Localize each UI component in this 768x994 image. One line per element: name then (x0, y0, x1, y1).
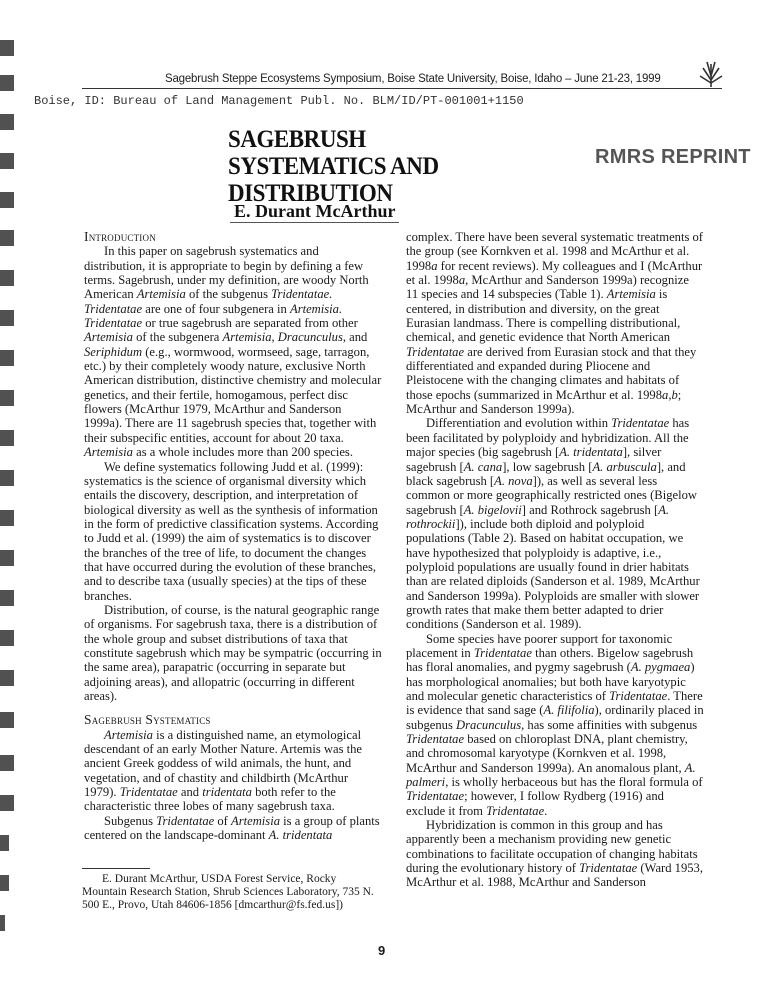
footnote-rule (82, 868, 150, 869)
text-run: ; McArthur and Sanderson 1999a). (406, 387, 682, 417)
italic-term: A. tridentata (559, 445, 623, 460)
text-run: ]), include both diploid and polyploid populations (Table 2). Based on habitat occupation, we have hypothesized that polyploidy is adaptive, i.e., polyploid populations are usually found in drier habitats than are related diploids (Sanderson et al. 1989, McArthur and Sanderson 1999a). Polyploids are smaller with slower growth rates that make them better adapted to drier conditions (Sanderson et al. 1989). (406, 516, 700, 632)
italic-term: Tridentatae (579, 861, 638, 876)
italic-term: Tridentatae (156, 813, 215, 828)
italic-term: Artemisia. (290, 301, 343, 316)
text-run: , has some affinities with subgenus (521, 717, 698, 732)
text-run: ), ordinarily placed in subgenus (406, 703, 704, 732)
italic-term: Tridentatae (406, 344, 465, 359)
italic-term: A. filifolia (543, 703, 595, 718)
text-run: . (544, 803, 548, 818)
paragraph (406, 632, 704, 818)
text-run: ; however, I follow Rydberg (1916) and exclude it from (406, 789, 664, 818)
scan-mark (0, 630, 14, 646)
italic-term: Tridentatae (406, 732, 465, 747)
scan-mark (0, 230, 14, 246)
paragraph (406, 818, 704, 890)
italic-term: A. cana (463, 459, 503, 474)
italic-term: A. arbuscula (592, 459, 657, 474)
italic-term: Seriphidum (84, 344, 143, 359)
scan-mark (0, 470, 14, 486)
italic-term: A. palmeri (406, 760, 696, 790)
italic-term: Tridentatae (84, 316, 143, 331)
italic-term: Artemisia (104, 727, 153, 742)
symposium-header: Sagebrush Steppe Ecosystems Symposium, Boise State University, Boise, Idaho – June 21-23, 1999 (165, 73, 661, 85)
scan-mark (0, 390, 14, 406)
paragraph (406, 230, 704, 416)
text-run: Differentiation and evolution within (426, 416, 612, 431)
text-run: are one of four subgenera in (142, 301, 290, 316)
scan-mark (0, 430, 14, 446)
text-run: has been facilitated by polyploidy and hybridization. All the major species (big sagebrush [ (406, 416, 690, 460)
section-heading-introduction: Introduction (84, 229, 156, 244)
scan-mark (0, 510, 14, 526)
text-run: is a group of plants centered on the landscape-dominant (84, 813, 380, 843)
text-run: , is wholly herbaceous but has the floral formula of (445, 775, 703, 790)
text-run: ) has morphological anomalies; but both have karyotypic and molecular genetic characteristics of (406, 660, 695, 703)
right-column (406, 230, 704, 890)
paragraph (84, 460, 382, 603)
italic-term: A. nova (494, 473, 533, 488)
text-run: are derived from Eurasian stock and that they differentiated and expanded during Pliocene and Pleistocene with the changing climates and habitats of those epochs (summarized in McArthur et al. 1998 (406, 344, 697, 402)
italic-term: Artemisia (231, 813, 280, 828)
italic-term: Artemisia (606, 287, 656, 302)
text-run: both refer to the characteristic three lobes of many sagebrush taxa. (84, 785, 336, 814)
text-run: ] and Rothrock sagebrush [ (521, 502, 659, 517)
scan-mark (0, 550, 14, 566)
scan-mark (0, 270, 14, 286)
text-run: of (214, 813, 232, 828)
italic-term: A. pygmaea (630, 660, 691, 675)
paragraph (84, 814, 382, 843)
text-run: Distribution, of course, is the natural geographic range of organisms. For sagebrush taxa, there is a distribution of the whole group and subset distributions of taxa that constitute sagebrush which may be sympatric (occurring in the same area), parapatric (occurring in separate but adjoining areas), and allopatric (occurring in different areas). (84, 602, 382, 703)
text-run: of the subgenus (185, 287, 272, 302)
italic-term: Tridentatae (84, 301, 143, 316)
systematics-body (84, 728, 382, 843)
italic-term: Artemisia (136, 287, 186, 302)
italic-term: Tridentatae (611, 416, 670, 431)
scan-mark (0, 795, 14, 811)
right-column-body (406, 230, 704, 890)
introduction-body (84, 244, 382, 703)
italic-term: Artemisia (84, 445, 133, 460)
text-run: In this paper on sagebrush systematics and distribution, it is appropriate to begin by defining a few terms. Sagebrush, under my definition, are woody North American (84, 244, 369, 302)
text-run: for recent reviews). My colleagues and I (McArthur et al. 1998 (406, 258, 703, 288)
scan-mark (0, 40, 14, 56)
text-run: ], silver sagebrush [ (406, 445, 662, 474)
text-run: (e.g., wormwood, wormseed, sage, tarragon, etc.) by their completely woody nature, exclusive North American distribution, distinctive chemistry and molecular genetics, and their fertile, homogamous, perfect disc flowers (McArthur 1979, McArthur and Sanderson 1999a). There are 11 sagebrush species that, together with their subspecific entities, account for about 20 taxa. (84, 344, 382, 445)
left-column (84, 230, 382, 842)
italic-term: Dracunculus (456, 717, 522, 732)
text-run: , and (342, 330, 368, 345)
text-run: , (271, 330, 278, 345)
italic-term: Artemisia (222, 330, 272, 345)
scan-mark (0, 114, 14, 130)
paragraph (406, 416, 704, 631)
author-footnote: E. Durant McArthur, USDA Forest Service, Rocky Mountain Research Station, Shrub Sciences Laboratory, 735 N. 500 E., Provo, Utah 84606-1856 [dmcarthur@fs.fed.us]) (82, 873, 374, 911)
text-run: Subgenus (104, 813, 157, 828)
text-run: of the subgenera (132, 330, 223, 345)
italic-term: Artemisia (84, 330, 133, 345)
italic-term: Tridentatae (406, 789, 465, 804)
italic-term: Tridentatae. (271, 287, 333, 302)
paragraph (84, 244, 382, 459)
text-run: Some species have poorer support for taxonomic placement in (406, 631, 673, 660)
text-run: Hybridization is common in this group and has apparently been a mechanism providing new genetic combinations to facilitate occupation of changing habitats during the evolutionary history of (406, 818, 698, 876)
italic-term: Dracunculus (277, 330, 343, 345)
scan-mark (0, 915, 5, 931)
scan-mark (0, 310, 14, 326)
italic-term: Tridentatae (473, 645, 532, 660)
author-name: E. Durant McArthur (230, 201, 399, 223)
scan-mark (0, 590, 14, 606)
scan-mark (0, 835, 9, 851)
scan-mark (0, 350, 14, 366)
header-rule (82, 88, 722, 89)
text-run: We define systematics following Judd et al. (1999): systematics is the science of organismal diversity which entails the discovery, description, and interpretation of biological diversity as well as the synthesis of information in the form of predictive classification systems. According to Judd et al. (1999) the aim of systematics is to discover the branches of the tree of life, to document the changes that have occurred during the evolution of these branches, and to describe taxa (usually species) at the tips of these branches. (84, 459, 379, 603)
text-run: based on chloroplast DNA, plant chemistry, and chromosomal karyotype (Kornkven et al. 1998, McArthur and Sanderson 1999a). An anomalous plant, (406, 732, 688, 775)
scan-mark (0, 875, 9, 891)
italic-term: Tridentatae (119, 785, 178, 800)
text-run: or true sagebrush are separated from other (142, 316, 358, 331)
italic-term: A. tridentata (268, 828, 333, 843)
scan-mark (0, 712, 14, 728)
text-run: ], and black sagebrush [ (406, 459, 686, 488)
text-run: . There is evidence that sand sage ( (406, 689, 703, 718)
section-heading-systematics: Sagebrush Systematics (84, 712, 211, 728)
scan-mark (0, 153, 14, 169)
scan-mark (0, 755, 14, 771)
italic-term: tridentata (202, 785, 252, 800)
italic-term: A. rothrockii (406, 502, 670, 531)
text-run: complex. There have been several systematic treatments of the group (see Kornkven et al. 1998 and McArthur et al. 1998 (406, 230, 703, 273)
italic-term: a,b (662, 387, 678, 402)
sagebrush-logo-icon (697, 58, 725, 88)
italic-term: Tridentatae (486, 803, 545, 818)
paragraph (84, 728, 382, 814)
italic-term: A. bigelovii (463, 502, 522, 517)
paragraph (84, 603, 382, 703)
text-run: than others. Bigelow sagebrush has floral anomalies, and pygmy sagebrush ( (406, 645, 694, 675)
text-run: and (177, 785, 203, 800)
page-number: 9 (378, 943, 386, 958)
italic-term: a (458, 273, 466, 288)
text-run: ]), as well as several less common or more geographically restricted ones (Bigelow sagebrush [ (406, 473, 697, 517)
italic-term: Tridentatae (609, 689, 668, 703)
italic-term: a (431, 258, 438, 273)
text-run: is centered, in distribution and diversity, on the great Eurasian landmass. There is compelling distributional, chemical, and genetic evidence that North American (406, 287, 681, 345)
scan-mark (0, 192, 14, 208)
text-run: , McArthur and Sanderson 1999a) recognize 11 species and 14 subspecies (Table 1). (406, 273, 689, 302)
text-run: is a distinguished name, an etymological descendant of an early Mother Nature. Artemis was the ancient Greek goddess of wild animals, the hunt, and vegetation, and of chastity and childbirth (McArthur 1979). (84, 727, 363, 800)
scan-mark (0, 75, 14, 91)
scan-mark (0, 670, 14, 686)
text-run: (Ward 1953, McArthur et al. 1988, McArthur and Sanderson (406, 861, 704, 890)
text-run: as a whole includes more than 200 species. (132, 445, 353, 460)
reprint-stamp: RMRS REPRINT (595, 146, 751, 168)
publication-number: Boise, ID: Bureau of Land Management Publ. No. BLM/ID/PT-001001+1150 (34, 94, 524, 108)
text-run: ], low sagebrush [ (502, 459, 593, 474)
page-title: SAGEBRUSH SYSTEMATICS AND DISTRIBUTION (228, 126, 439, 207)
